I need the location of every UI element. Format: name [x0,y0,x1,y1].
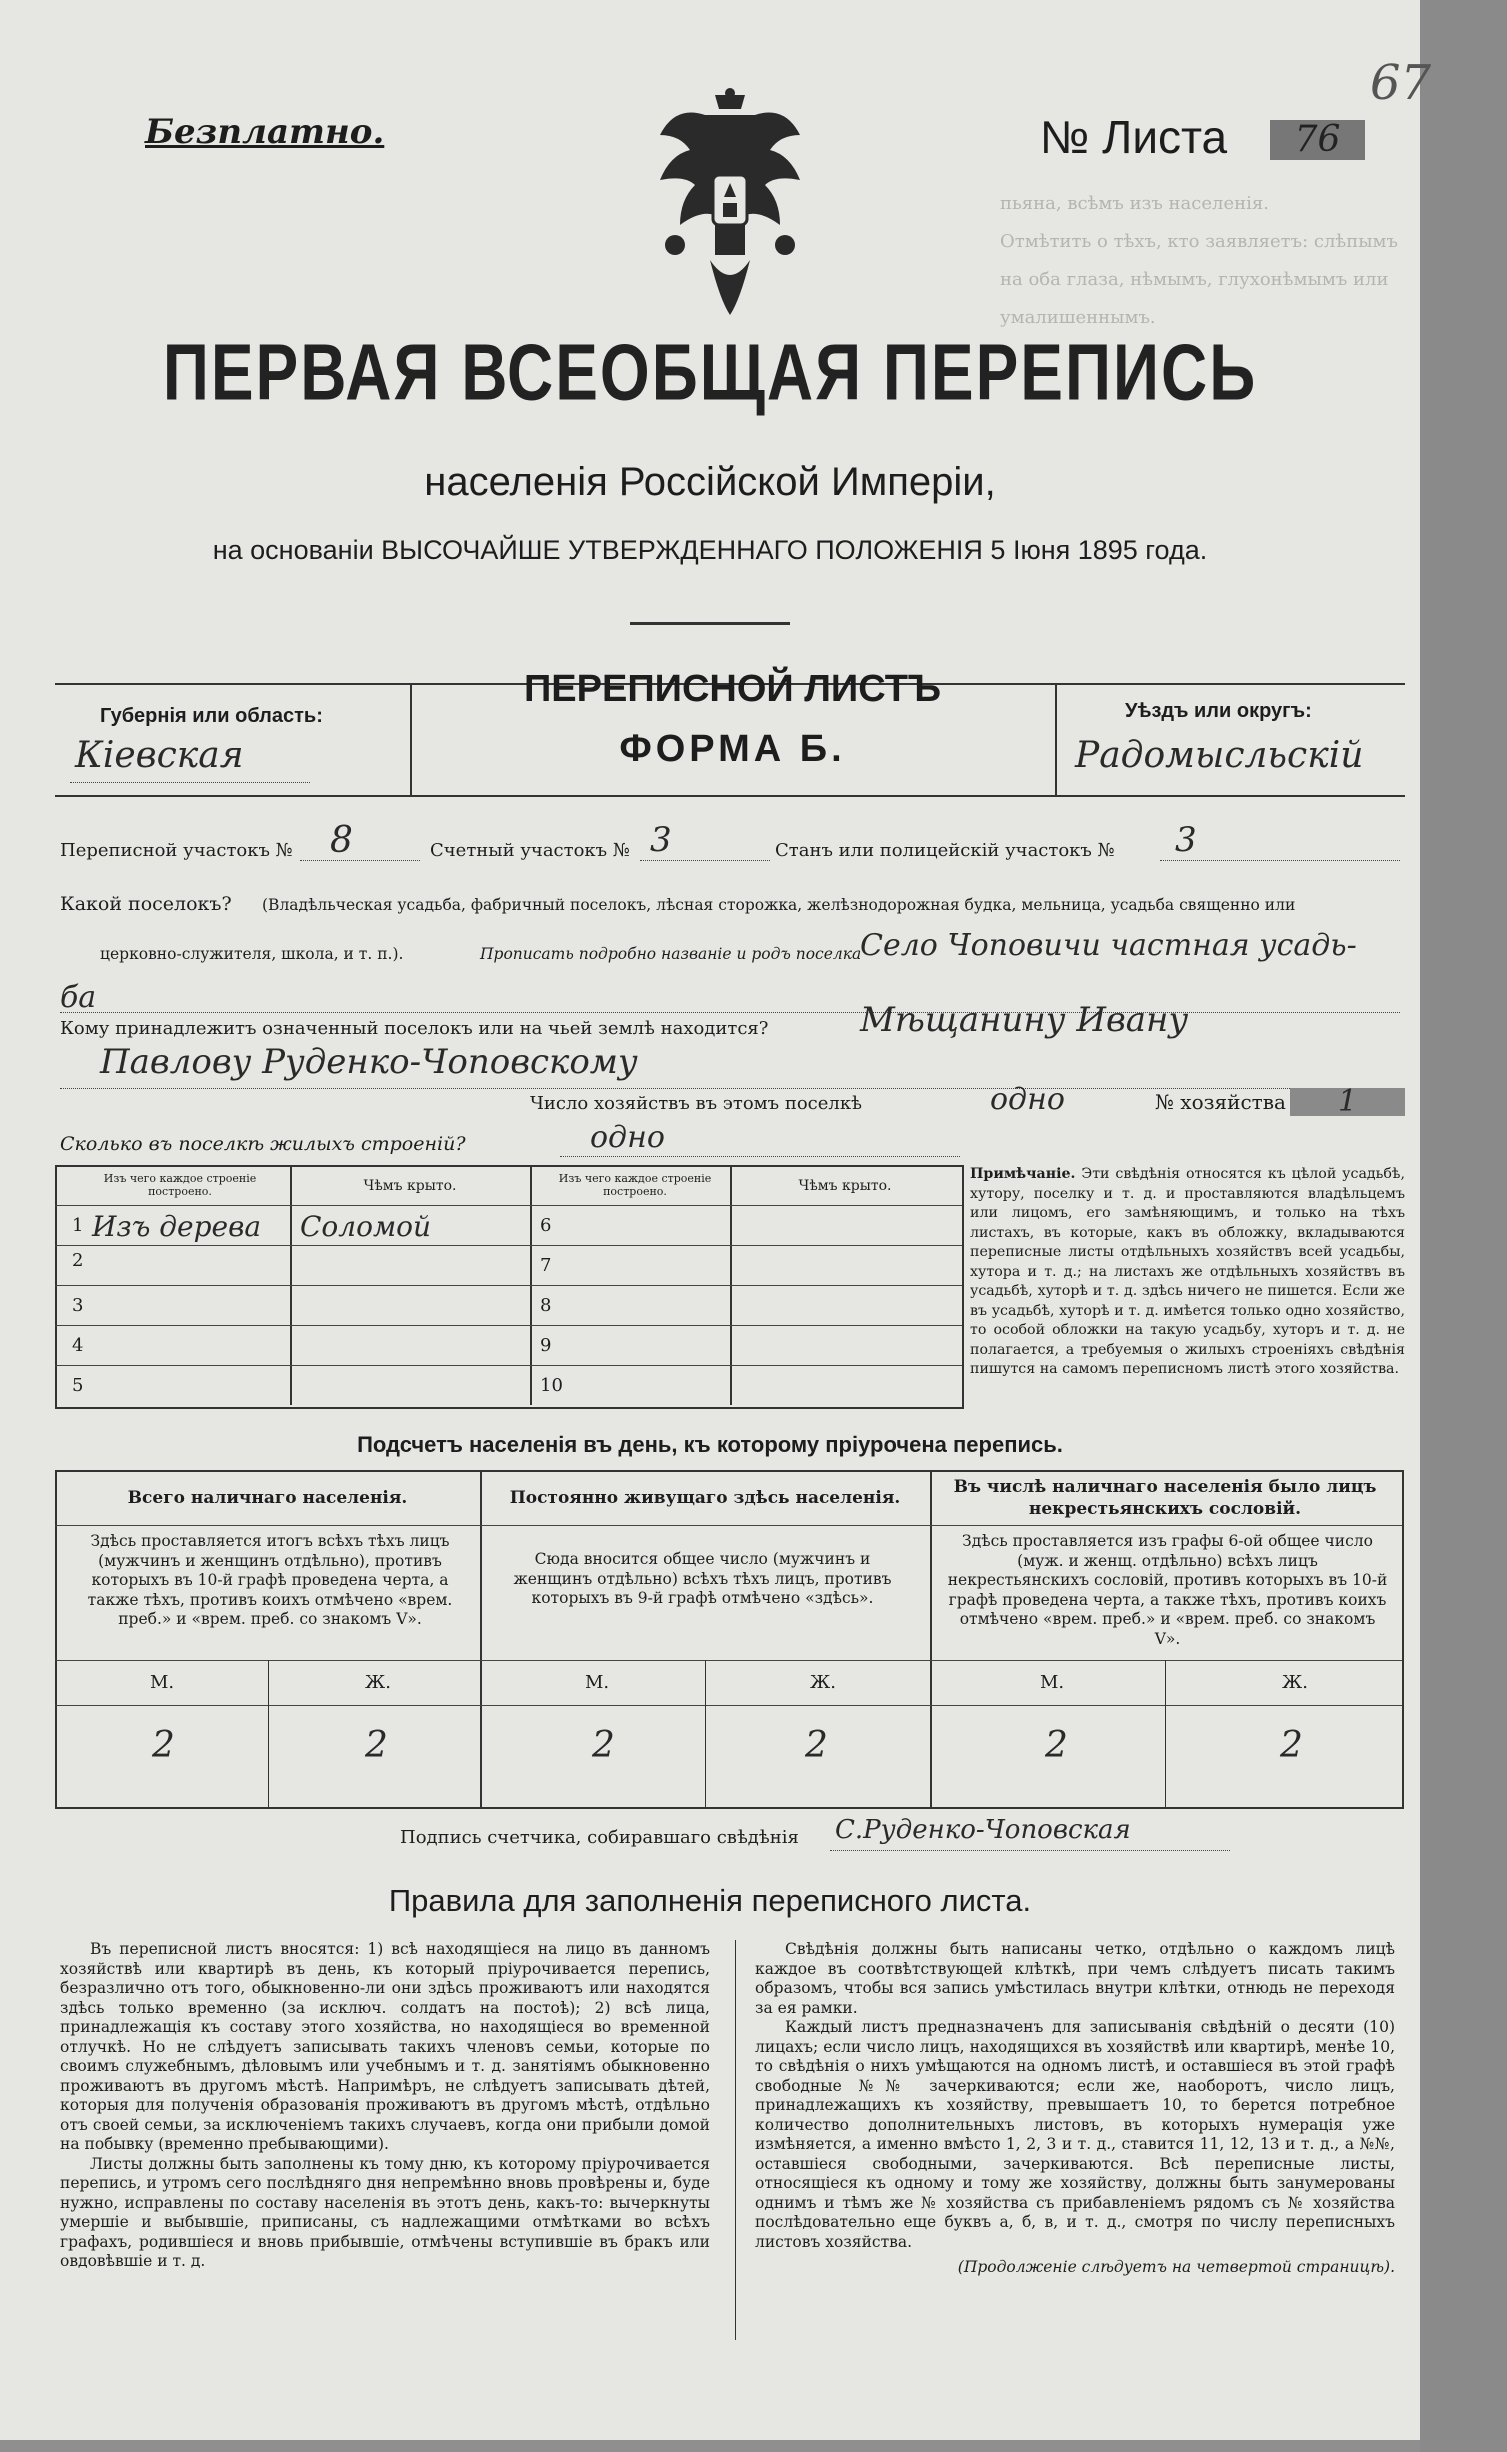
male-label: М. [150,1672,175,1693]
male-label: М. [1040,1672,1065,1693]
female-label: Ж. [365,1672,391,1693]
building-material-value: Изъ дерева [92,1210,262,1243]
count-value: 2 [1045,1725,1068,1766]
signature-value: С.Руденко-Чоповская [835,1815,1131,1845]
scan-edge [1420,0,1507,2452]
household-number-label: № хозяйства [1155,1090,1286,1114]
rule [60,1088,1400,1089]
rule [560,1156,960,1157]
rule [55,1245,962,1246]
bleed-line: умалишеннымъ. [1000,307,1156,328]
rule [1165,1660,1166,1807]
perepisnoi-uchastok-value: 8 [330,820,353,861]
row-number: 9 [540,1335,552,1356]
rule [1055,683,1057,795]
table-header-material: Изъ чего каждое строеніе построено. [103,1172,257,1198]
row-number: 10 [540,1375,563,1396]
row-number: 5 [72,1375,84,1396]
title-subline: населенія Россійской Имперіи, [424,460,996,504]
table-header-material-2: Изъ чего каждое строеніе построено. [558,1172,712,1198]
count-col2-text: Сюда вносится общее число (мужчинъ и женщинъ отдѣльно) всѣхъ тѣхъ лицъ, противъ которыхъ въ 9-й графѣ отмѣчено «здѣсь». [513,1550,892,1607]
uezd-label: Уѣздъ или округъ: [1125,700,1312,722]
households-label: Число хозяйствъ въ этомъ поселкѣ [530,1093,862,1114]
count-col3-text: Здѣсь проставляется изъ графы 6-ой общее число (муж. и женщ. отдѣльно) всѣхъ лицъ некрестьянскихъ сословій, противъ которыхъ въ 10-й графѣ проведена черта, а также тѣхъ, противъ коихъ отмѣчено «врем. преб.» и «врем. преб. со знакомъ V». [947,1532,1388,1648]
note-block [970,1165,1405,1380]
rule [55,1205,962,1206]
count-value: 2 [152,1725,175,1766]
rule [55,795,1405,797]
schetny-uchastok-value: 3 [650,820,672,860]
rule [55,1365,962,1366]
note-text: Эти свѣдѣнія относятся къ цѣлой усадьбѣ, хутору, поселку и т. д. и проставляются владѣльцемъ или лицомъ, его замѣняющимъ, и только на тѣхъ листахъ, въ которые, какъ въ обложку, вкладываются переписные листы отдѣльныхъ хозяйствъ всей усадьбы, хутора и т. д.; на листахъ же отдѣльныхъ хозяйствъ въ усадьбѣ, хуторѣ и т. д. здѣсь ничего не пишется. Если же въ усадьбѣ, хуторѣ и т. д. имѣется только одно хозяйство, то особой обложки на такую усадьбу, хуторъ и т. д. не полагается, а требуемыя о жилыхъ строеніяхъ свѣдѣнія пишутся на самомъ переписномъ листѣ этого хозяйства. [970,1166,1405,1377]
count-value: 2 [805,1725,828,1766]
count-col2-title: Постоянно живущаго здѣсь населенія. [509,1488,901,1508]
rule [830,1850,1230,1851]
sheet-number-label: № Листа [1040,111,1228,163]
gubernia-value: Кіевская [75,735,244,776]
rule [930,1470,932,1807]
rule [55,1525,1402,1526]
row-number: 6 [540,1215,552,1236]
gubernia-label: Губернія или область: [100,705,323,727]
poselok-value: Село Чоповичи частная усадь- [860,928,1357,963]
page-title: ПЕРВАЯ ВСЕОБЩАЯ ПЕРЕПИСЬ [162,327,1258,417]
stan-value: 3 [1175,820,1197,860]
buildings-label: Сколько въ поселкѣ жилыхъ строеній? [60,1133,466,1155]
buildings-value: одно [590,1120,665,1155]
uezd-value: Радомысльскій [1075,735,1364,776]
owner-value-cont: Павлову Руденко-Чоповскому [100,1042,638,1082]
rule [268,1660,269,1807]
households-value: одно [990,1082,1065,1117]
poselok-label: Какой поселокъ? [60,893,232,915]
count-col3-title: Въ числѣ наличнаго населенія было лицъ некрестьянскихъ сословій. [953,1477,1377,1519]
bleed-line: на оба глаза, нѣмымъ, глухонѣмымъ или [1000,269,1389,290]
perepisnoi-uchastok-label: Переписной участокъ № [60,840,293,861]
poselok-hint-3: Прописать подробно названіе и родъ поселка [480,945,862,963]
rule [300,860,420,861]
rules-left-column [60,1940,710,2272]
row-number: 8 [540,1295,552,1316]
female-label: Ж. [810,1672,836,1693]
row-number: 2 [72,1250,84,1271]
form-title: ПЕРЕПИСНОЙ ЛИСТЪ [523,668,942,710]
rule [55,1285,962,1286]
count-value: 2 [365,1725,388,1766]
count-value: 2 [1280,1725,1303,1766]
sheet-number-value: 76 [1270,120,1365,160]
rule [70,782,310,783]
table-header-roof: Чѣмъ крыто. [363,1178,457,1194]
row-number: 7 [540,1255,552,1276]
form-subtitle: ФОРМА Б. [619,728,846,770]
stan-label: Станъ или полицейскій участокъ № [775,840,1115,861]
rule [55,1325,962,1326]
poselok-hint-2: церковно-служителя, школа, и т. п.). [100,945,404,963]
poselok-hint: (Владѣльческая усадьба, фабричный поселокъ, лѣсная сторожка, желѣзнодорожная будка, мельница, усадьба священно или [262,896,1296,914]
count-col1-title: Всего наличнаго населенія. [127,1488,408,1508]
count-value: 2 [592,1725,615,1766]
rule [60,1012,1400,1013]
rule [55,1705,1402,1706]
row-number: 1 [72,1215,84,1236]
rule [1160,860,1400,861]
rules-paragraph: Листы должны быть заполнены къ тому дню, къ которому пріурочивается перепись, и утромъ сего послѣдняго дня непремѣнно вновь провѣрены и, буде нужно, исправлены по составу населенія въ этотъ день, какъ-то: вычеркнуты умершіе и выбывшіе, приписаны, съ надлежащими отмѣтками во всѣхъ графахъ, родившіеся и вновь прибывшіе, отмѣчены вступившіе въ бракъ или овдовѣвшіе и т. д. [60,2154,710,2270]
male-label: М. [585,1672,610,1693]
rules-paragraph: Въ переписной листъ вносятся: 1) всѣ находящіеся на лицо въ данномъ хозяйствѣ или квартирѣ въ день, къ который пріурочивается перепись, безразлично отъ того, обыкновенно-ли они здѣсь проживаютъ или находятся здѣсь только временно (за исключ. солдатъ на постоѣ); 2) всѣ лица, принадлежащія къ составу этого хозяйства, но находящіеся во временной отлучкѣ. Но не слѣдуетъ записывать такихъ членовъ семьи, которые по своимъ служебнымъ, дѣловымъ или учебнымъ и т. д. занятіямъ обыкновенно проживаютъ въ другомъ мѣстѣ. Напримѣръ, не слѣдуетъ записывать дѣтей, которыя для полученія образованія проживаютъ въ другомъ мѣстѣ, отдѣльно отъ своей семьи, за исключеніемъ такихъ случаевъ, когда они прибыли домой на побывку (временно пребывающими). [60,1940,710,2153]
bleed-line: Отмѣтить о тѣхъ, кто заявляетъ: слѣпымъ [1000,231,1399,252]
double-headed-eagle-icon [655,85,805,325]
corner-archive-number: 67 [1370,55,1432,111]
poselok-value-cont: ба [60,980,97,1015]
title-divider [630,622,790,625]
rule [55,1660,1402,1661]
row-number: 3 [72,1295,84,1316]
note-lead: Примѣчаніе. [970,1166,1076,1182]
count-heading: Подсчетъ населенія въ день, къ которому пріурочена перепись. [357,1432,1063,1457]
bleed-through-text [1000,185,1400,337]
rules-continued-note: (Продолженіе слѣдуетъ на четвертой страницѣ). [957,2258,1395,2276]
row-number: 4 [72,1335,84,1356]
bleed-line: пьяна, всѣмъ изъ населенія. [1000,193,1269,214]
table-header-roof-2: Чѣмъ крыто. [798,1178,892,1194]
signature-label: Подпись счетчика, собиравшаго свѣдѣнія [400,1827,799,1848]
count-col1-text: Здѣсь проставляется итогъ всѣхъ тѣхъ лицъ (мужчинъ и женщинъ отдѣльно), противъ которыхъ въ 10-й графѣ проведена черта, а также тѣхъ, противъ коихъ отмѣчено «врем. преб.» и «врем. преб. со знакомъ V». [87,1532,453,1628]
rules-right-column [755,1940,1395,2278]
title-decree-line: на основаніи ВЫСОЧАЙШЕ УТВЕРЖДЕННАГО ПОЛОЖЕНІЯ 5 Іюня 1895 года. [212,535,1208,565]
buildings-table [55,1165,964,1409]
owner-value: Мѣщанину Ивану [860,1000,1189,1040]
schetny-uchastok-label: Счетный участокъ № [430,840,630,861]
rules-paragraph: Свѣдѣнія должны быть написаны четко, отдѣльно о каждомъ лицѣ каждое въ соотвѣтствующей клѣткѣ, при чемъ слѣдуетъ писать такимъ образомъ, чтобы вся запись умѣстилась внутри клѣтки, отнюдь не переходя за ея рамки. [755,1940,1395,2017]
female-label: Ж. [1282,1672,1308,1693]
rule [640,860,770,861]
rules-paragraph: Каждый листъ предназначенъ для записыванія свѣдѣній о десяти (10) лицахъ; если число лицъ, находящихся въ хозяйствѣ или квартирѣ, менѣе 10, то свѣдѣнія о нихъ умѣщаются на одномъ листѣ, и оставшіеся въ этой графѣ свободные №№ зачеркиваются; если же, наоборотъ, число лицъ, принадлежащихъ къ хозяйству, превышаетъ 10, то берется потребное количество дополнительныхъ листовъ, въ которыхъ нумерація уже измѣняется, а именно вмѣсто 1, 2, 3 и т. д., ставится 11, 12, 13 и т. д., а №№, оставшіеся свободными, зачеркиваются. Всѣ переписные листы, относящіеся къ одному и тому же хозяйству, должны быть занумерованы однимъ и тѣмъ же № хозяйства съ прибавленіемъ рядомъ съ № хозяйства послѣдовательно еще буквъ а, б, в, и т. д., смотря по числу переписныхъ листовъ хозяйства. [755,2018,1395,2251]
rule [480,1470,482,1807]
column-divider [735,1940,736,2340]
household-number-value: 1 [1290,1088,1405,1116]
building-roof-value: Соломой [300,1210,432,1243]
rule [705,1660,706,1807]
rules-heading: Правила для заполненія переписного листа. [388,1883,1032,1918]
owner-label: Кому принадлежитъ означенный поселокъ или на чьей землѣ находится? [60,1018,769,1039]
free-label: Безплатно. [145,112,385,152]
